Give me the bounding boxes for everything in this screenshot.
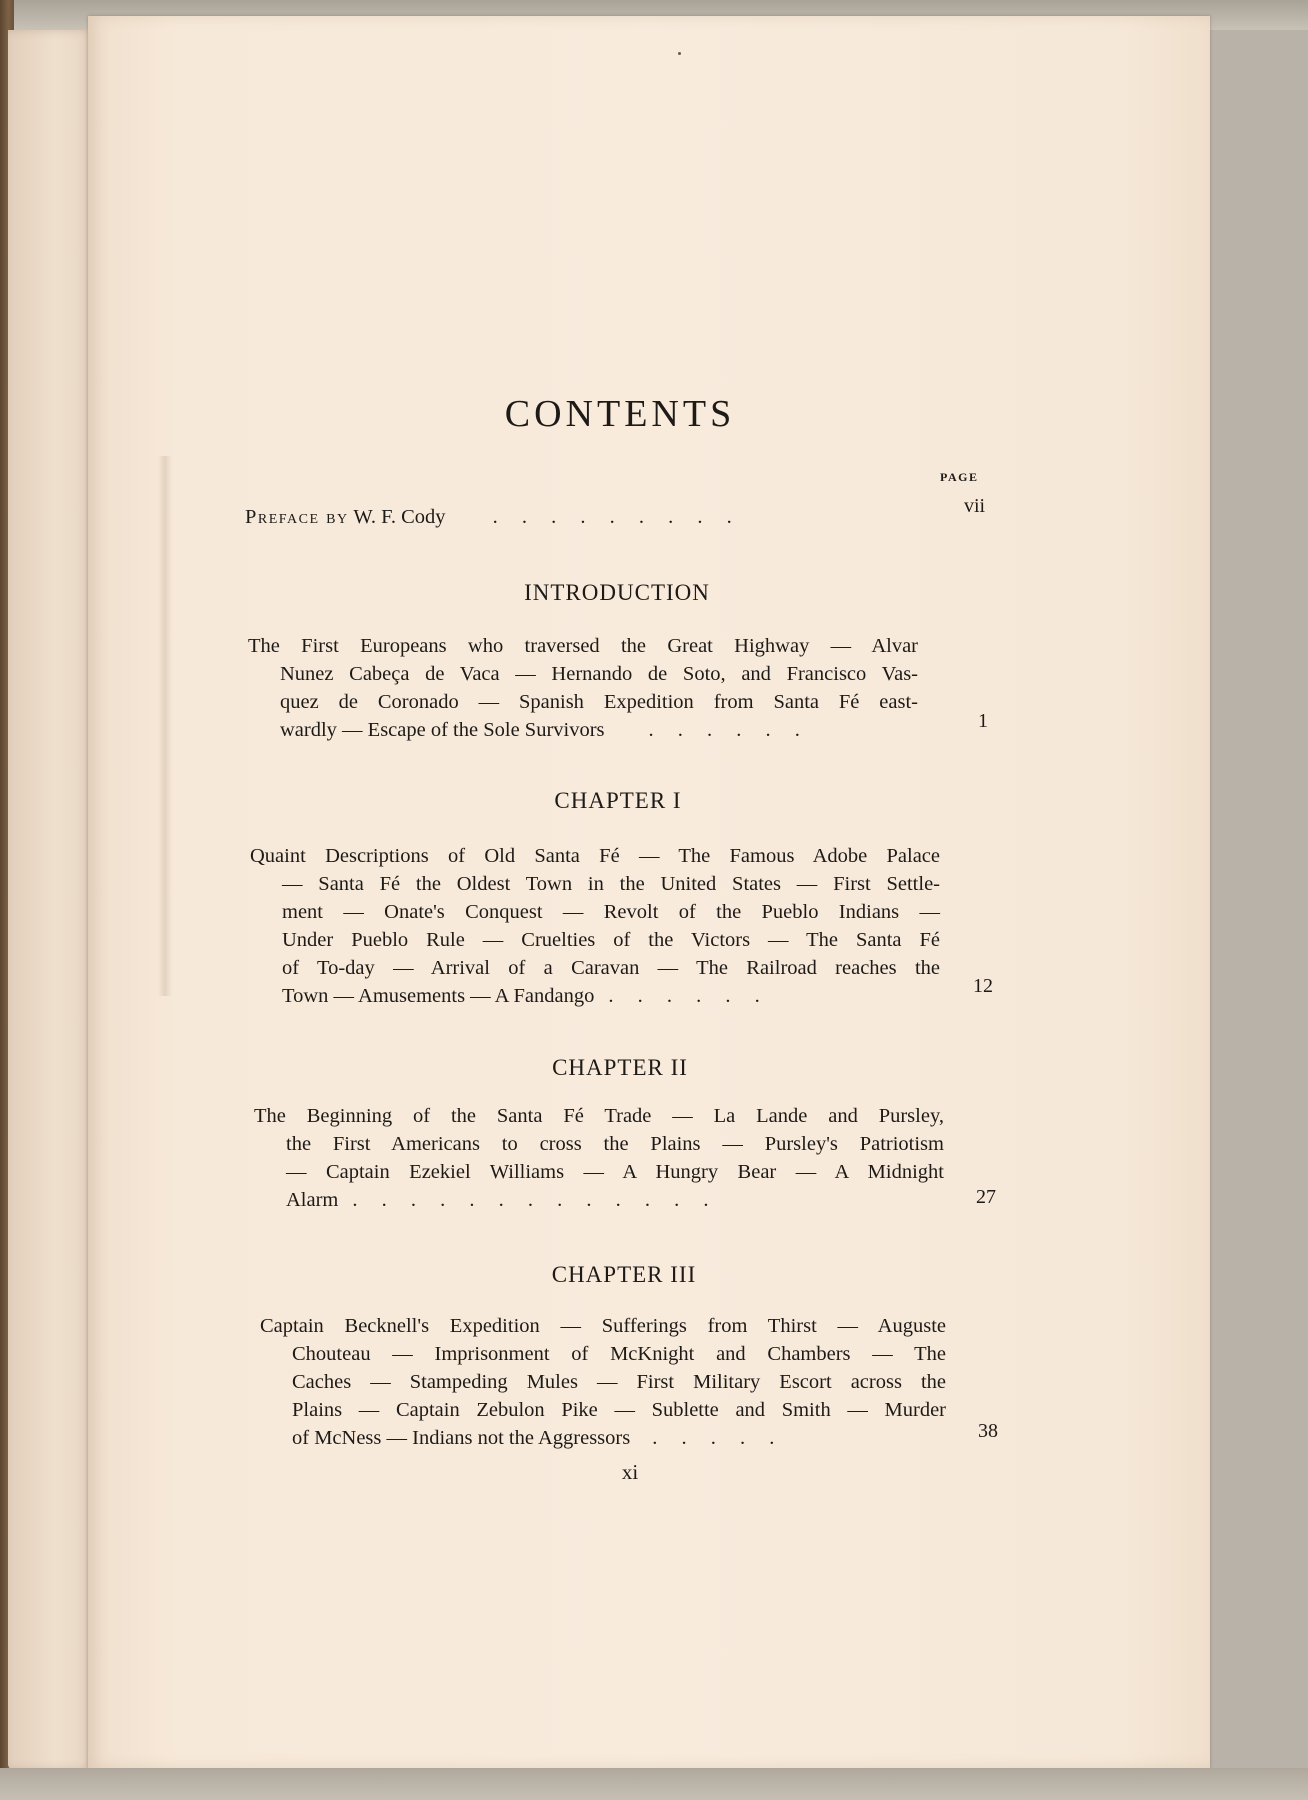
entry-line: ment — Onate's Conquest — Revolt of the Pueblo Indians — xyxy=(282,901,940,923)
entry-line: Captain Becknell's Expedition — Sufferings from Thirst — Auguste xyxy=(260,1315,946,1337)
entry-line xyxy=(254,1186,944,1214)
preface-author: W. F. Cody xyxy=(353,506,446,528)
entry-line: — Captain Ezekiel Williams — A Hungry Bear — A Midnight xyxy=(286,1161,944,1183)
entry-line: Quaint Descriptions of Old Santa Fé — The Famous Adobe Palace xyxy=(250,845,940,867)
entry-page-number: 27 xyxy=(976,1186,996,1208)
entry-line xyxy=(248,716,918,744)
toc-entry-introduction xyxy=(248,632,918,744)
entry-line: of To-day — Arrival of a Caravan — The Railroad reaches the xyxy=(282,957,940,979)
page-column-label: PAGE xyxy=(940,470,979,484)
leader-dots: . . . . . xyxy=(652,1427,775,1449)
entry-line: Plains — Captain Zebulon Pike — Sublette and Smith — Murder xyxy=(292,1399,946,1421)
entry-line: The First Europeans who traversed the Great Highway — Alvar xyxy=(248,635,918,657)
page-title: CONTENTS xyxy=(504,393,736,435)
leader-dots: . . . . . . . . . . . . . xyxy=(352,1189,709,1211)
entry-line xyxy=(250,982,940,1010)
entry-line: the First Americans to cross the Plains — Pursley's Patriotism xyxy=(286,1133,944,1155)
toc-entry-chapter-3 xyxy=(260,1312,946,1452)
toc-entry-chapter-1 xyxy=(250,842,940,1010)
entry-page-number: 1 xyxy=(978,710,988,732)
entry-line-text: Alarm xyxy=(286,1189,339,1211)
section-heading: CHAPTER I xyxy=(554,788,682,813)
background-bottom xyxy=(0,1768,1308,1800)
entry-line-text: of McNess — Indians not the Aggressors xyxy=(292,1427,631,1449)
page-crease xyxy=(158,456,172,996)
section-heading: CHAPTER II xyxy=(552,1055,688,1080)
entry-line: Nunez Cabeça de Vaca — Hernando de Soto, and Francisco Vas- xyxy=(280,663,918,685)
entry-line-text: Town — Amusements — A Fandango xyxy=(282,985,595,1007)
entry-line xyxy=(260,1424,946,1452)
leader-dots: . . . . . . xyxy=(608,985,760,1007)
page-folio: xi xyxy=(621,1460,639,1484)
leader-dots: . . . . . . xyxy=(648,719,800,741)
entry-line: quez de Coronado — Spanish Expedition from Santa Fé east- xyxy=(280,691,918,713)
entry-line: Under Pueblo Rule — Cruelties of the Victors — The Santa Fé xyxy=(282,929,940,951)
entry-line-text: wardly — Escape of the Sole Survivors xyxy=(280,719,605,741)
section-heading: INTRODUCTION xyxy=(524,580,710,605)
preface-label: Preface by xyxy=(245,506,349,528)
entry-line: — Santa Fé the Oldest Town in the United States — First Settle- xyxy=(282,873,940,895)
preface-entry xyxy=(245,506,732,529)
ink-speck xyxy=(678,52,681,55)
entry-line: Caches — Stampeding Mules — First Military Escort across the xyxy=(292,1371,946,1393)
leader-dots: . . . . . . . . . xyxy=(492,506,732,528)
entry-line: Chouteau — Imprisonment of McKnight and Chambers — The xyxy=(292,1343,946,1365)
left-page-edge xyxy=(8,30,94,1770)
section-heading: CHAPTER III xyxy=(551,1262,697,1287)
entry-page-number: 12 xyxy=(973,975,993,997)
entry-page-number: 38 xyxy=(978,1420,998,1442)
entry-line: The Beginning of the Santa Fé Trade — La Lande and Pursley, xyxy=(254,1105,944,1127)
toc-entry-chapter-2 xyxy=(254,1102,944,1214)
preface-page-number: vii xyxy=(964,495,986,517)
